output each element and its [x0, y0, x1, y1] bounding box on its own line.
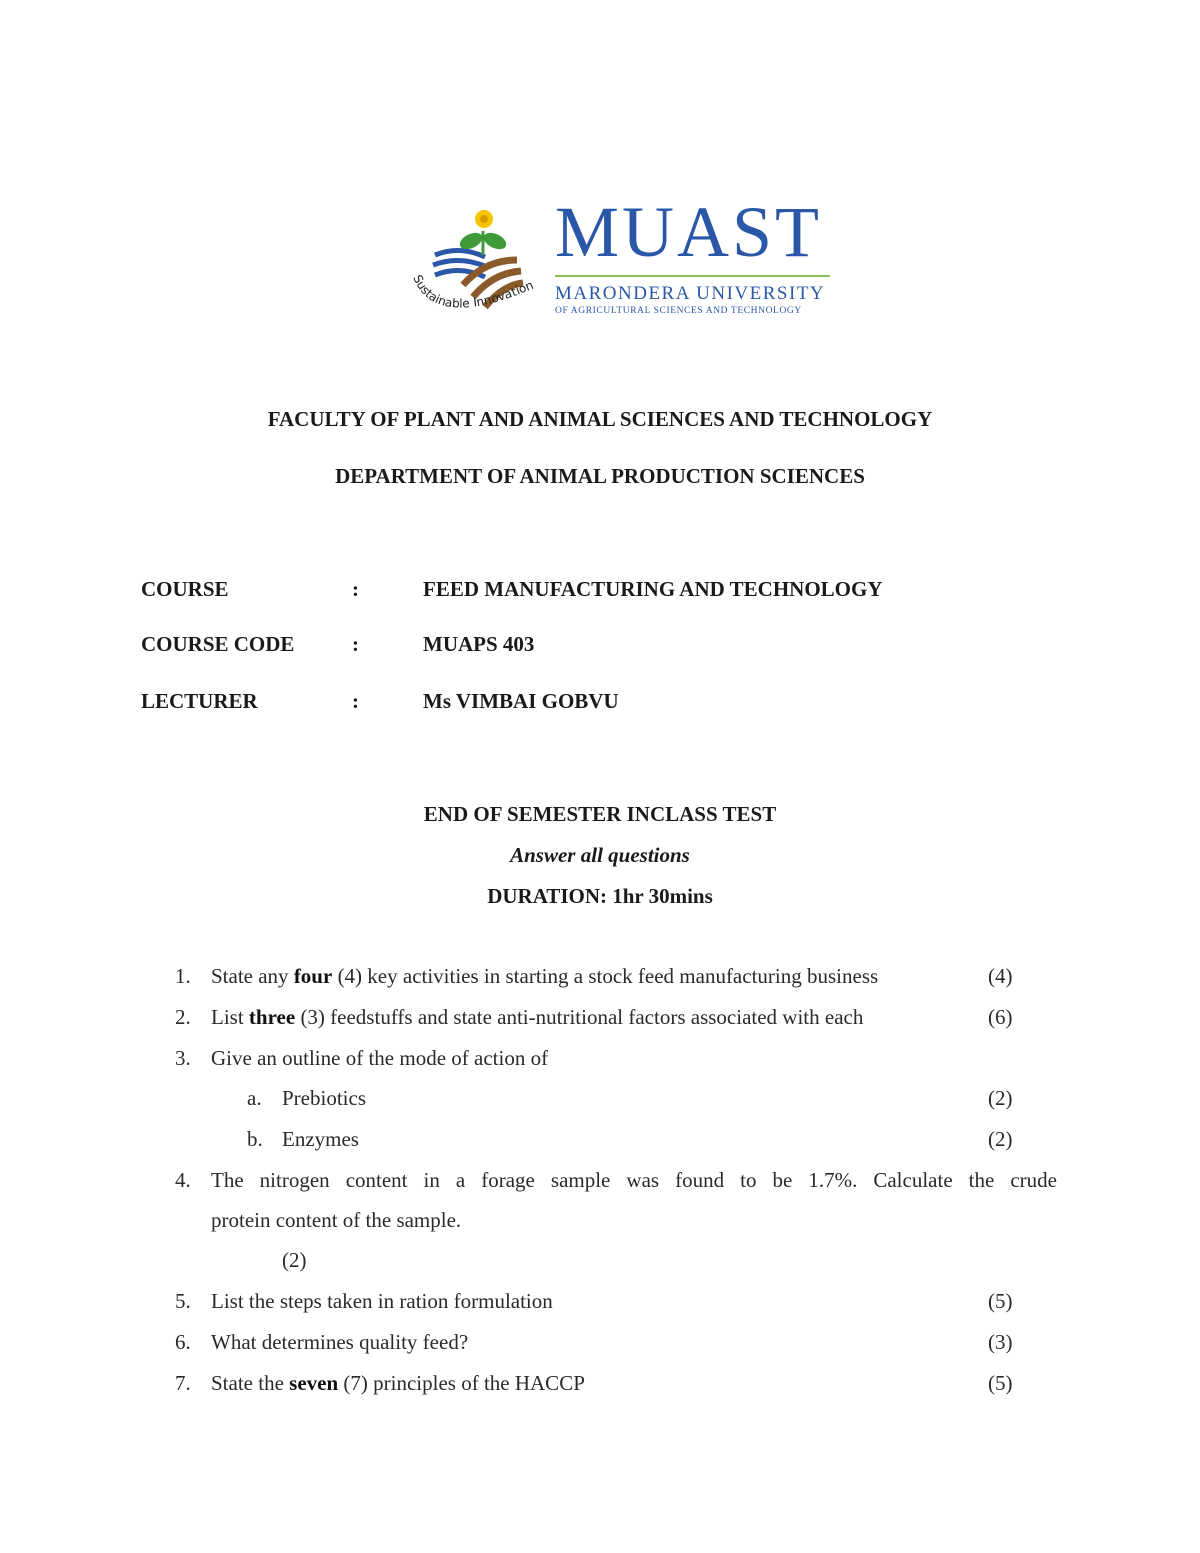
question-number: 7. [175, 1371, 191, 1395]
question-marks: (5) [988, 1371, 1013, 1395]
question-4-line1: The nitrogen content in a forage sample was found to be 1.7%. Calculate the crude [211, 1168, 1057, 1192]
subquestion-text: Enzymes [282, 1127, 359, 1151]
department-heading: DEPARTMENT OF ANIMAL PRODUCTION SCIENCES [335, 464, 865, 488]
info-value: MUAPS 403 [423, 632, 535, 656]
info-colon: : [352, 632, 359, 656]
question-marks: (5) [988, 1289, 1013, 1313]
question-number: 5. [175, 1289, 191, 1313]
question-text-post: (3) feedstuffs and state anti-nutritional factors associated with each [295, 1005, 864, 1029]
question-text-pre: State any [211, 964, 294, 988]
question-text-post: (7) principles of the HACCP [338, 1371, 585, 1395]
info-label: COURSE CODE [141, 632, 295, 656]
info-value: Ms VIMBAI GOBVU [423, 689, 619, 713]
question-text-post: (4) key activities in starting a stock feed manufacturing business [332, 964, 879, 988]
info-value: FEED MANUFACTURING AND TECHNOLOGY [423, 577, 883, 601]
logo-divider [555, 275, 830, 277]
subquestion-text: Prebiotics [282, 1086, 366, 1110]
info-label: LECTURER [141, 689, 258, 713]
question-text-bold: three [248, 1005, 296, 1029]
subquestion-letter: b. [247, 1127, 263, 1151]
logo-university-name: MARONDERA UNIVERSITY [555, 283, 826, 304]
question-2-text [211, 1005, 863, 1030]
question-number: 4. [175, 1168, 191, 1192]
question-marks: (6) [988, 1005, 1013, 1029]
question-number: 2. [175, 1005, 191, 1029]
test-instruction: Answer all questions [510, 843, 690, 867]
faculty-heading: FACULTY OF PLANT AND ANIMAL SCIENCES AND TECHNOLOGY [267, 407, 933, 431]
test-title: END OF SEMESTER INCLASS TEST [423, 802, 777, 826]
question-marks: (2) [988, 1086, 1013, 1110]
info-colon: : [352, 689, 359, 713]
subquestion-letter: a. [247, 1086, 262, 1110]
logo-emblem-icon [405, 205, 555, 330]
question-4-marks: (2) [282, 1248, 307, 1272]
question-marks: (3) [988, 1330, 1013, 1354]
info-label: COURSE [141, 577, 229, 601]
question-number: 3. [175, 1046, 191, 1070]
logo-wordmark: MUAST [555, 192, 823, 272]
question-text: protein content of the sample. [211, 1208, 462, 1232]
question-text: Give an outline of the mode of action of [211, 1046, 549, 1070]
question-marks: (2) [988, 1127, 1013, 1151]
test-duration: DURATION: 1hr 30mins [487, 884, 713, 908]
question-text-bold: four [293, 964, 333, 988]
info-colon: : [352, 577, 359, 601]
question-text-pre: List [211, 1005, 249, 1029]
university-logo [405, 192, 835, 330]
question-number: 1. [175, 964, 191, 988]
question-number: 6. [175, 1330, 191, 1354]
question-text-bold: seven [289, 1371, 339, 1395]
question-text: List the steps taken in ration formulation [211, 1289, 553, 1313]
question-text: What determines quality feed? [211, 1330, 469, 1354]
question-text-pre: State the [211, 1371, 290, 1395]
question-7-text [211, 1371, 585, 1396]
question-1-text [211, 964, 878, 989]
logo-tagline: Sustainable Innovation [410, 272, 536, 311]
question-marks: (4) [988, 964, 1013, 988]
logo-university-subtitle: OF AGRICULTURAL SCIENCES AND TECHNOLOGY [555, 306, 802, 316]
